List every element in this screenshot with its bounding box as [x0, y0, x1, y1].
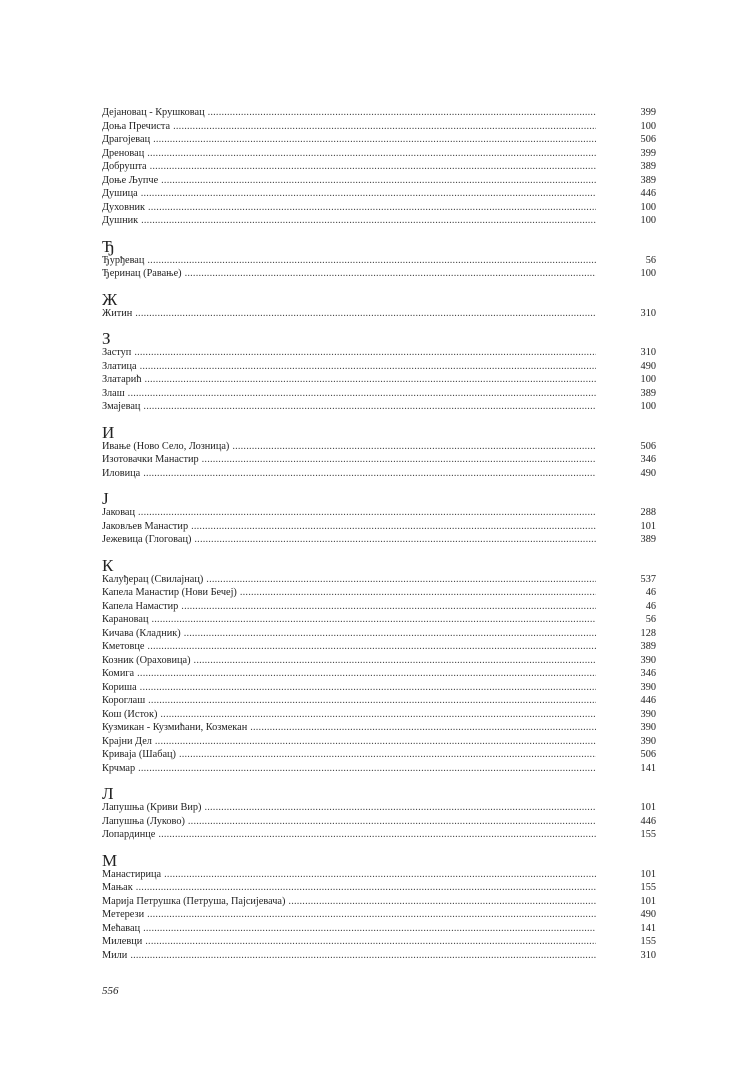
entry-page-number: 446 [640, 188, 656, 199]
dot-leader [138, 762, 596, 776]
index-entry [102, 453, 656, 467]
index-entry [102, 908, 656, 922]
entry-page-number: 399 [640, 147, 656, 159]
dot-leader [150, 160, 596, 174]
dot-leader [160, 708, 596, 722]
dot-leader [141, 187, 596, 201]
index-entry [102, 267, 656, 281]
dot-leader [206, 573, 596, 587]
dot-leader [250, 721, 596, 735]
section-letter-heading: И [102, 422, 115, 442]
dot-leader [143, 922, 596, 936]
entry-name: Ђурђевац [102, 254, 145, 266]
entry-page-number: 310 [640, 347, 656, 358]
dot-leader [232, 440, 596, 454]
index-entry [102, 520, 656, 534]
section-letter-heading: З [102, 329, 111, 348]
index-entry [102, 201, 656, 215]
entry-page-number: 346 [640, 668, 656, 679]
dot-leader [188, 815, 596, 829]
entry-name: Ђеринац (Равање) [102, 268, 182, 279]
dot-leader [161, 174, 596, 188]
entry-name: Метерези [102, 909, 145, 920]
entry-name: Лопардинце [102, 829, 156, 840]
entry-page-number: 310 [640, 307, 656, 319]
index-entry [102, 120, 656, 134]
entry-page-number: 101 [640, 802, 656, 813]
index-entry [102, 586, 656, 600]
entry-page-number: 346 [640, 454, 656, 465]
section-letter-heading: М [102, 850, 118, 870]
dot-leader [185, 267, 596, 281]
index-entry [102, 748, 656, 762]
dot-leader [194, 533, 596, 547]
entry-page-number: 446 [640, 695, 656, 706]
index-entry [102, 935, 656, 949]
dot-leader [181, 600, 596, 614]
entry-name: Калуђерац (Свилајнац) [102, 573, 204, 585]
entry-name: Јаковац [102, 507, 136, 518]
index-entry [102, 735, 656, 749]
entry-name: Кош (Исток) [102, 708, 158, 720]
entry-name: Лапушња (Криви Вир) [102, 802, 202, 813]
entry-page-number: 446 [640, 815, 656, 827]
index-entry [102, 949, 656, 963]
entry-name: Мећавац [102, 922, 141, 934]
index-entry [102, 254, 656, 268]
index-entry [102, 360, 656, 374]
index-entry [102, 400, 656, 414]
dot-leader [204, 801, 596, 815]
index-entry [102, 106, 656, 120]
section-letter-heading: Л [102, 784, 114, 803]
entry-name: Душник [102, 215, 139, 226]
dot-leader [184, 627, 596, 641]
entry-page-number: 100 [640, 401, 656, 412]
entry-name: Златица [102, 360, 137, 372]
entry-page-number: 389 [640, 174, 656, 186]
index-entry [102, 922, 656, 936]
entry-page-number: 506 [640, 134, 656, 145]
index-section [102, 422, 656, 481]
entry-name: Добруштa [102, 161, 147, 172]
dot-leader [135, 307, 596, 321]
index-section [102, 786, 656, 842]
entry-page-number: 390 [640, 722, 656, 733]
dot-leader [141, 214, 596, 228]
dot-leader [179, 748, 596, 762]
index-entry [102, 600, 656, 614]
index-entry [102, 573, 656, 587]
page-number: 556 [102, 985, 119, 997]
entry-page-number: 389 [640, 161, 656, 172]
dot-leader [288, 895, 596, 909]
index-section [102, 850, 656, 963]
entry-name: Златарић [102, 374, 142, 385]
entry-name: Изотовачки Манастир [102, 454, 199, 465]
entry-name: Крајни Дел [102, 735, 152, 747]
entry-page-number: 141 [640, 762, 656, 774]
dot-leader [155, 735, 596, 749]
index-entry [102, 174, 656, 188]
dot-leader [173, 120, 596, 134]
entry-page-number: 490 [640, 360, 656, 372]
index-entry [102, 506, 656, 520]
entry-name: Злаш [102, 387, 125, 399]
dot-leader [148, 201, 596, 215]
index-section [102, 555, 656, 776]
index-entry [102, 147, 656, 161]
index-entry [102, 815, 656, 829]
entry-page-number: 310 [640, 949, 656, 961]
index-entry [102, 801, 656, 815]
index-entry [102, 828, 656, 842]
dot-leader [143, 467, 596, 481]
entry-page-number: 399 [640, 107, 656, 118]
dot-leader [140, 360, 596, 374]
entry-name: Капела Намастир [102, 600, 179, 612]
entry-page-number: 537 [640, 573, 656, 585]
entry-page-number: 390 [640, 708, 656, 720]
dot-leader [152, 613, 597, 627]
entry-page-number: 56 [645, 254, 656, 266]
entry-page-number: 506 [640, 749, 656, 760]
entry-name: Доње Љупче [102, 174, 159, 186]
index-entry [102, 187, 656, 201]
entry-page-number: 101 [640, 520, 656, 532]
entry-page-number: 288 [640, 507, 656, 518]
entry-name: Милевци [102, 936, 143, 947]
entry-name: Душица [102, 188, 138, 199]
entry-page-number: 128 [640, 627, 656, 639]
entry-page-number: 390 [640, 654, 656, 666]
dot-leader [240, 586, 596, 600]
dot-leader [164, 868, 596, 882]
index-entry [102, 440, 656, 454]
entry-page-number: 100 [640, 120, 656, 132]
index-entry [102, 762, 656, 776]
entry-page-number: 390 [640, 681, 656, 693]
entry-name: Житин [102, 307, 133, 319]
dot-leader [194, 654, 596, 668]
entry-name: Дреновац [102, 147, 145, 159]
index-entry [102, 533, 656, 547]
dot-leader [140, 681, 596, 695]
entry-name: Мањак [102, 882, 133, 893]
section-letter-heading: Ђ [102, 236, 115, 256]
dot-leader [158, 828, 596, 842]
entry-page-number: 46 [645, 600, 656, 612]
dot-leader [137, 667, 596, 681]
entry-name: Криваја (Шабац) [102, 749, 176, 760]
dot-leader [208, 106, 596, 120]
index-entry [102, 881, 656, 895]
index-entry [102, 613, 656, 627]
dot-leader [136, 881, 596, 895]
index-entry [102, 160, 656, 174]
entry-name: Крчмар [102, 762, 136, 774]
index-section [102, 331, 656, 414]
entry-page-number: 100 [640, 374, 656, 385]
index-entry [102, 868, 656, 882]
entry-page-number: 101 [640, 868, 656, 880]
entry-page-number: 490 [640, 909, 656, 920]
entry-page-number: 155 [640, 882, 656, 893]
entry-name: Заступ [102, 347, 132, 358]
index-entry [102, 627, 656, 641]
entry-page-number: 100 [640, 201, 656, 213]
entry-name: Коришa [102, 681, 137, 693]
dot-leader [148, 694, 596, 708]
entry-page-number: 56 [645, 614, 656, 625]
entry-name: Кузмикан - Кузмићани, Козмекан [102, 722, 248, 733]
entry-page-number: 100 [640, 215, 656, 226]
index-entry [102, 708, 656, 722]
entry-page-number: 100 [640, 268, 656, 279]
index-entry [102, 640, 656, 654]
dot-leader [143, 400, 596, 414]
entry-name: Лапушња (Луково) [102, 815, 185, 827]
dot-leader [147, 908, 596, 922]
entry-name: Змајевац [102, 401, 141, 412]
index-section [102, 106, 656, 228]
index-entry [102, 667, 656, 681]
entry-page-number: 490 [640, 467, 656, 479]
index-entry [102, 694, 656, 708]
dot-leader [134, 346, 596, 360]
entry-name: Кичава (Кладник) [102, 627, 181, 639]
index-entry [102, 133, 656, 147]
entry-name: Иловица [102, 467, 141, 479]
index-entry [102, 214, 656, 228]
dot-leader [145, 935, 596, 949]
index-entry [102, 307, 656, 321]
dot-leader [130, 949, 596, 963]
index-entry [102, 387, 656, 401]
entry-page-number: 390 [640, 735, 656, 747]
entry-page-number: 389 [640, 534, 656, 545]
dot-leader [144, 373, 596, 387]
entry-name: Мили [102, 949, 128, 961]
index-section [102, 289, 656, 321]
entry-name: Короглаш [102, 695, 146, 706]
entry-page-number: 389 [640, 387, 656, 399]
entry-name: Кметовце [102, 641, 145, 652]
dot-leader [153, 133, 596, 147]
entry-page-number: 46 [645, 587, 656, 598]
entry-name: Капела Манастир (Нови Бечеј) [102, 587, 237, 598]
entry-page-number: 155 [640, 829, 656, 840]
entry-name: Карановац [102, 614, 149, 625]
entry-page-number: 389 [640, 641, 656, 652]
section-letter-heading: К [102, 555, 114, 575]
dot-leader [147, 640, 596, 654]
index-entry [102, 895, 656, 909]
dot-leader [128, 387, 596, 401]
dot-leader [147, 147, 596, 161]
index-section [102, 236, 656, 281]
entry-name: Ивање (Ново Село, Лозница) [102, 440, 230, 452]
section-letter-heading: Ј [102, 489, 109, 508]
dot-leader [138, 506, 596, 520]
entry-name: Козник (Ораховица) [102, 654, 191, 666]
entry-name: Марија Петрушка (Петруша, Пајсијевача) [102, 895, 286, 907]
section-letter-heading: Ж [102, 289, 118, 309]
entry-name: Манастирица [102, 868, 162, 880]
dot-leader [191, 520, 596, 534]
entry-name: Доња Пречиста [102, 120, 171, 132]
index-entry [102, 346, 656, 360]
index-list [102, 106, 656, 962]
index-entry [102, 681, 656, 695]
index-entry [102, 467, 656, 481]
entry-name: Комига [102, 668, 135, 679]
dot-leader [202, 453, 596, 467]
entry-page-number: 101 [640, 895, 656, 907]
index-section [102, 491, 656, 547]
index-entry [102, 654, 656, 668]
entry-page-number: 506 [640, 440, 656, 452]
entry-page-number: 141 [640, 922, 656, 934]
index-entry [102, 373, 656, 387]
dot-leader [147, 254, 596, 268]
index-entry [102, 721, 656, 735]
entry-name: Дејановац - Крушковац [102, 107, 205, 118]
entry-name: Јаковљев Манастир [102, 520, 189, 532]
entry-name: Духовник [102, 201, 145, 213]
entry-page-number: 155 [640, 936, 656, 947]
entry-name: Драгојевац [102, 134, 151, 145]
entry-name: Јежевица (Глоговац) [102, 534, 192, 545]
